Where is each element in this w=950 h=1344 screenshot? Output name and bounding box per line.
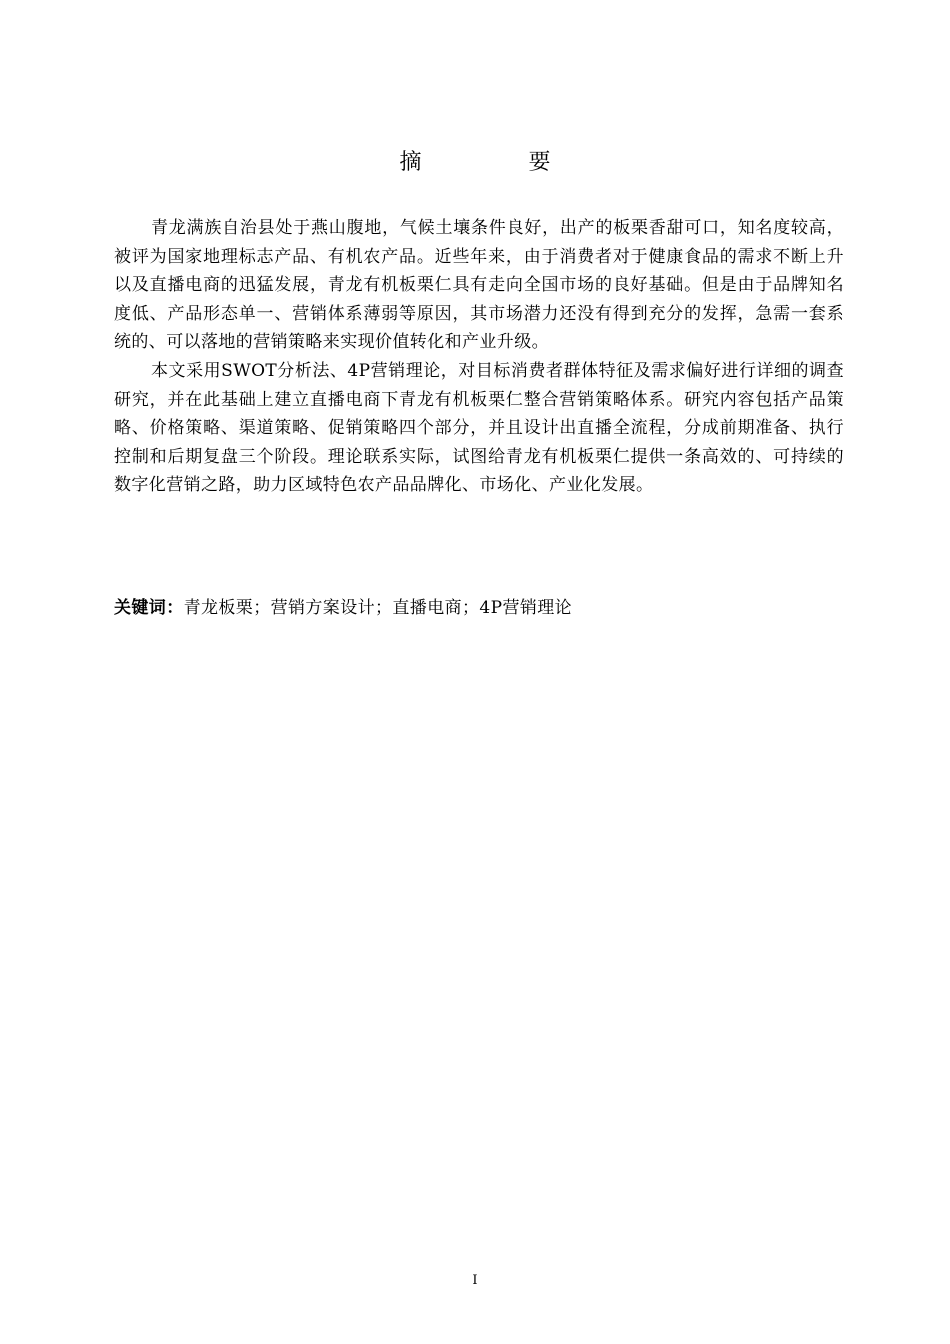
abstract-paragraph-1: 青龙满族自治县处于燕山腹地，气候土壤条件良好，出产的板栗香甜可口，知名度较高，被评为国家地理标志产品、有机农产品。近些年来，由于消费者对于健康食品的需求不断上升以及直播电商的迅猛发展，青龙有机板栗仁具有走向全国市场的良好基础。但是由于品牌知名度低、产品形态单一、营销体系薄弱等原因，其市场潜力还没有得到充分的发挥，急需一套系统的、可以落地的营销策略来实现价值转化和产业升级。 [114,218,844,353]
keywords-text: 青龙板栗；营销方案设计；直播电商；4P营销理论 [183,598,573,618]
page-number: I [472,1273,478,1288]
keywords-label: 关键词： [114,598,184,618]
abstract-title: 摘 要 [399,150,601,175]
abstract-paragraph-2: 本文采用SWOT分析法、4P营销理论，对目标消费者群体特征及需求偏好进行详细的调查研究，并在此基础上建立直播电商下青龙有机板栗仁整合营销策略体系。研究内容包括产品策略、价格策略、渠道策略、促销策略四个部分，并且设计出直播全流程，分成前期准备、执行控制和后期复盘三个阶段。理论联系实际，试图给青龙有机板栗仁提供一条高效的、可持续的数字化营销之路，助力区域特色农产品品牌化、市场化、产业化发展。 [114,360,844,496]
keywords-line [114,594,844,622]
abstract-body [114,214,844,500]
